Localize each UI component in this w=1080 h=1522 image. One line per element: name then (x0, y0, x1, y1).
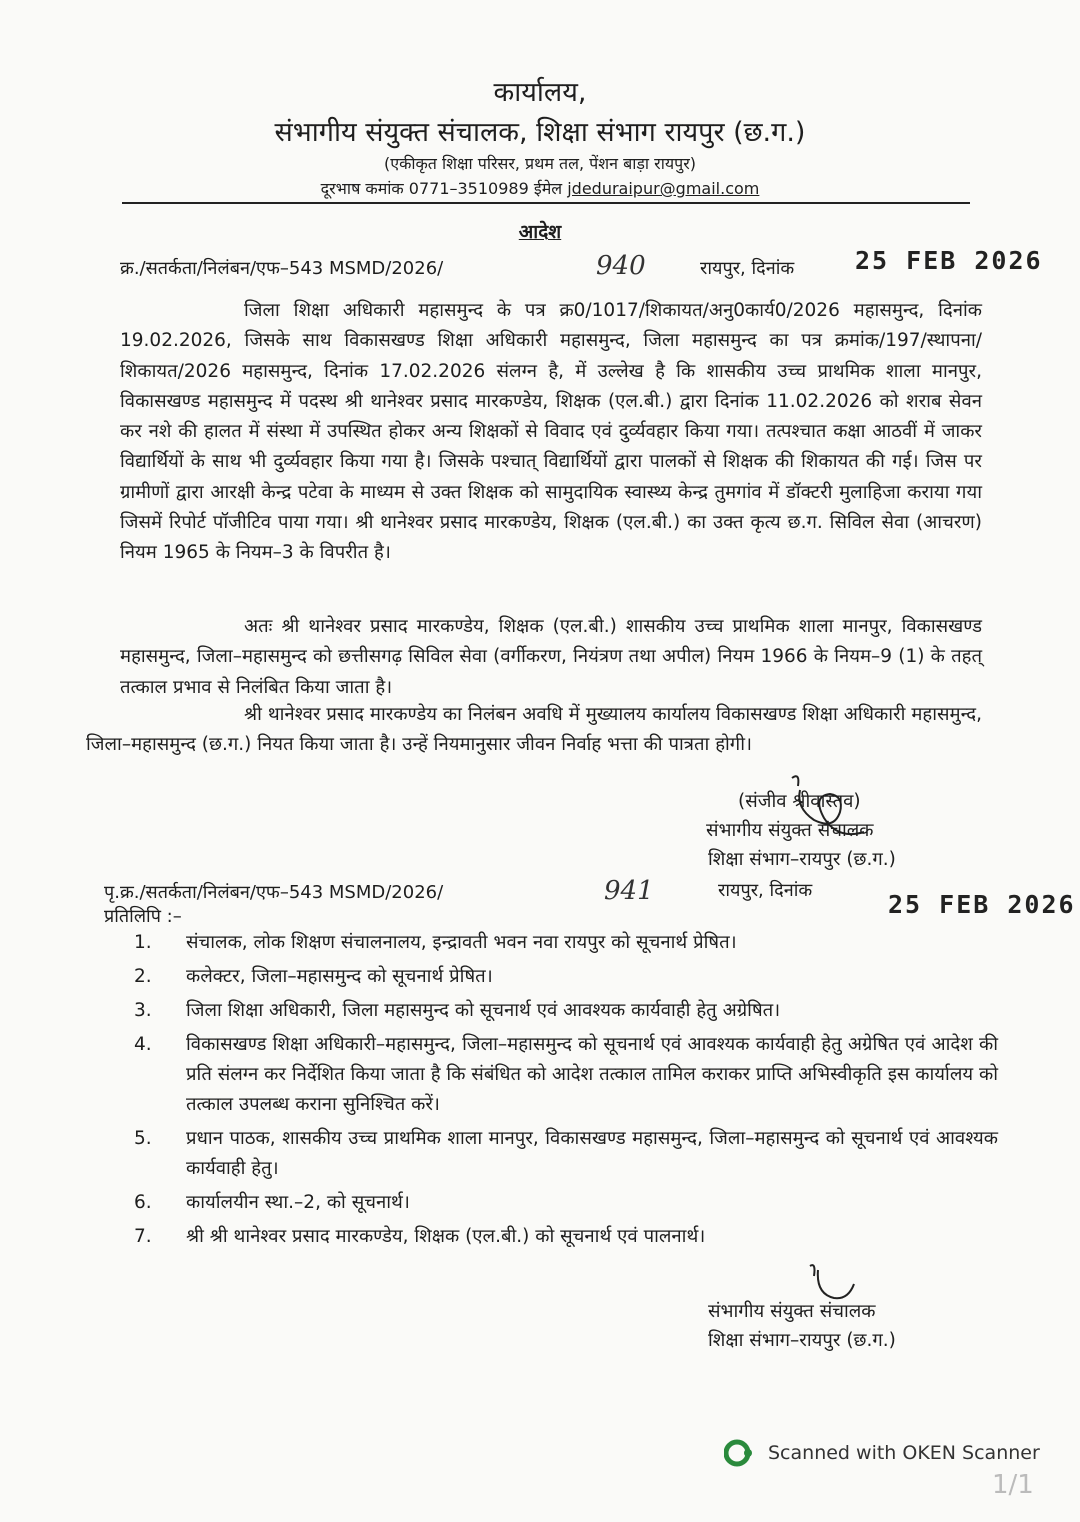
list-item-number: 5. (134, 1128, 152, 1149)
signatory-name: (संजीव श्रीवास्तव) (738, 791, 861, 812)
list-item-number: 7. (134, 1226, 152, 1247)
list-item-number: 4. (134, 1034, 152, 1055)
list-item-text: कलेक्टर, जिला–महासमुन्द को सूचनार्थ प्रेषित। (186, 966, 493, 987)
list-item (118, 1124, 998, 1184)
order-date-stamp: 25 FEB 2026 (855, 246, 1043, 275)
list-item-text: प्रधान पाठक, शासकीय उच्च प्राथमिक शाला मानपुर, विकासखण्ड महासमुन्द, जिला–महासमुन्द को सूचनार्थ एवं आवश्यक कार्यवाही हेतु। (186, 1128, 998, 1179)
list-item-number: 2. (134, 966, 152, 987)
copy-label: प्रतिलिपि :– (104, 906, 182, 927)
endorsement-date-stamp: 25 FEB 2026 (888, 890, 1076, 919)
signatory2-office: शिक्षा संभाग–रायपुर (छ.ग.) (708, 1330, 896, 1351)
signatory-office: शिक्षा संभाग–रायपुर (छ.ग.) (708, 849, 896, 870)
scanner-watermark-text: Scanned with OKEN Scanner (768, 1442, 1040, 1464)
order-heading-text: आदेश (518, 221, 562, 243)
list-item (118, 962, 998, 992)
scanner-logo-icon (724, 1438, 754, 1468)
list-item-text: जिला शिक्षा अधिकारी, जिला महासमुन्द को सूचनार्थ एवं आवश्यक कार्यवाही हेतु अग्रेषित। (186, 1000, 781, 1021)
order-ref: क्र./सतर्कता/निलंबन/एफ–543 MSMD/2026/ (120, 258, 444, 279)
order-place-date: रायपुर, दिनांक (700, 258, 795, 279)
list-item (118, 1030, 998, 1120)
copy-list (118, 928, 998, 1256)
list-item (118, 928, 998, 958)
list-item-number: 6. (134, 1192, 152, 1213)
list-item-text: संचालक, लोक शिक्षण संचालनालय, इन्द्रावती भवन नवा रायपुर को सूचनार्थ प्रेषित। (186, 932, 737, 953)
page-indicator: 1/1 (992, 1470, 1034, 1500)
body-paragraph-2: अतः श्री थानेश्वर प्रसाद मारकण्डेय, शिक्षक (एल.बी.) शासकीय उच्च प्राथमिक शाला मानपुर, विकासखण्ड महासमुन्द, जिला–महासमुन्द को छत्तीसगढ़ सिविल सेवा (वर्गीकरण, नियंत्रण तथा अपील) नियम 1966 के नियम–9 (1) के तहत् तत्काल प्रभाव से निलंबित किया जाता है। (120, 616, 982, 698)
endorsement-place-date: रायपुर, दिनांक (718, 880, 813, 901)
body-paragraph-3: श्री थानेश्वर प्रसाद मारकण्डेय का निलंबन अवधि में मुख्यालय कार्यालय विकासखण्ड शिक्षा अधिकारी महासमुन्द, जिला–महासमुन्द (छ.ग.) नियत किया जाता है। उन्हें नियमानुसार जीवन निर्वाह भत्ता की पात्रता होगी। (86, 704, 982, 756)
order-heading (0, 218, 1080, 244)
list-item-text: श्री श्री थानेश्वर प्रसाद मारकण्डेय, शिक्षक (एल.बी.) को सूचनार्थ एवं पालनार्थ। (186, 1226, 706, 1247)
order-ref-number: 940 (596, 251, 646, 281)
office-contact (0, 177, 1080, 199)
list-item (118, 1222, 998, 1252)
list-item (118, 996, 998, 1026)
list-item-number: 1. (134, 932, 152, 953)
signatory-designation: संभागीय संयुक्त संचालक (706, 820, 874, 841)
endorsement-ref: पृ.क्र./सतर्कता/निलंबन/एफ–543 MSMD/2026/ (104, 882, 444, 903)
office-heading: कार्यालय, (493, 77, 587, 108)
office-address: (एकीकृत शिक्षा परिसर, प्रथम तल, पेंशन बाड़ा रायपुर) (383, 154, 697, 173)
signatory2-designation: संभागीय संयुक्त संचालक (708, 1301, 876, 1322)
office-title: संभागीय संयुक्त संचालक, शिक्षा संभाग रायपुर (छ.ग.) (274, 117, 806, 148)
endorsement-ref-number: 941 (604, 876, 654, 906)
header-divider (122, 202, 970, 204)
list-item-text: कार्यालयीन स्था.–2, को सूचनार्थ। (186, 1192, 410, 1213)
list-item (118, 1188, 998, 1218)
body-paragraph-1: जिला शिक्षा अधिकारी महासमुन्द के पत्र क्र0/1017/शिकायत/अनु0कार्य0/2026 महासमुन्द, दिनांक 19.02.2026, जिसके साथ विकासखण्ड शिक्षा अधिकारी महासमुन्द, जिला महासमुन्द का पत्र क्रमांक/197/स्थापना/शिकायत/2026 महासमुन्द, दिनांक 17.02.2026 संलग्न है, में उल्लेख है कि शासकीय उच्च प्राथमिक शाला मानपुर, विकासखण्ड महासमुन्द में पदस्थ श्री थानेश्वर प्रसाद मारकण्डेय, शिक्षक (एल.बी.) द्वारा दिनांक 11.02.2026 को शराब सेवन कर नशे की हालत में संस्था में उपस्थित होकर अन्य शिक्षकों से विवाद एवं दुर्व्यवहार किया गया। तत्पश्चात कक्षा आठवीं में जाकर विद्यार्थियों के साथ भी दुर्व्यवहार किया गया है। जिसके पश्चात् विद्यार्थियों द्वारा पालकों से शिक्षक की शिकायत की गई। जिस पर ग्रामीणों द्वारा आरक्षी केन्द्र पटेवा के माध्यम से उक्त शिक्षक को सामुदायिक स्वास्थ्य केन्द्र तुमगांव में डॉक्टरी मुलाहिजा कराया गया जिसमें रिपोर्ट पॉजीटिव पाया गया। श्री थानेश्वर प्रसाद मारकण्डेय, शिक्षक (एल.बी.) का उक्त कृत्य छ.ग. सिविल सेवा (आचरण) नियम 1965 के नियम–3 के विपरीत है। (120, 300, 982, 564)
phone-line: दूरभाष कमांक 0771–3510989 ईमेल (320, 179, 563, 198)
scanner-watermark (724, 1438, 1040, 1468)
list-item-number: 3. (134, 1000, 152, 1021)
list-item-text: विकासखण्ड शिक्षा अधिकारी–महासमुन्द, जिला–महासमुन्द को सूचनार्थ एवं आवश्यक कार्यवाही हेतु अग्रेषित एवं आदेश की प्रति संलग्न कर निर्देशित किया जाता है कि संबंधित को आदेश तत्काल तामिल कराकर प्राप्ति अभिस्वीकृति इस कार्यालय को तत्काल उपलब्ध कराना सुनिश्चित करें। (186, 1034, 998, 1115)
email-link[interactable]: jdeduraipur@gmail.com (567, 179, 760, 198)
